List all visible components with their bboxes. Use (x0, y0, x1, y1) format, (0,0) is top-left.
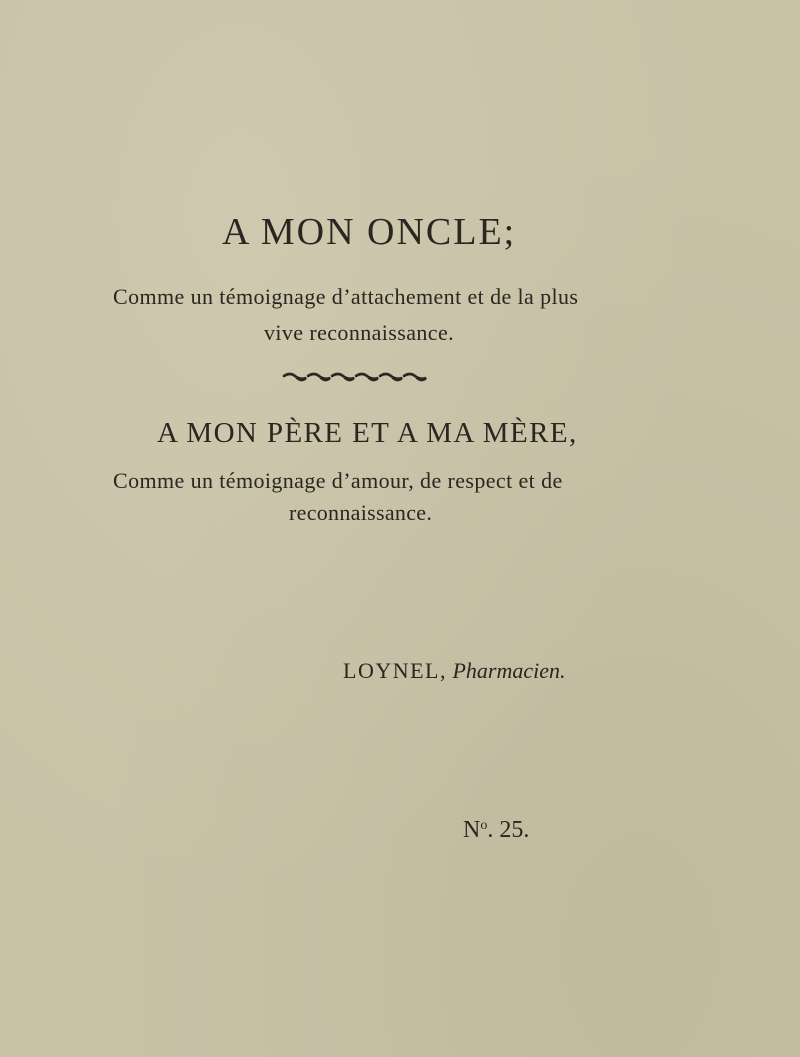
page-number-value: . 25. (487, 817, 530, 843)
dedication-text-parents-line-2: reconnaissance. (289, 500, 433, 525)
page-number (463, 817, 529, 844)
dedication-heading-uncle: A MON ONCLE; (222, 211, 517, 253)
dedication-text-parents-line-1: Comme un témoignage d’amour, de respect et de (113, 468, 563, 493)
wavy-rule-ornament-icon (282, 370, 430, 386)
page-number-superscript: o (480, 818, 488, 833)
dedication-text-uncle-line-2: vive reconnaissance. (264, 320, 455, 345)
page-number-prefix: N (463, 817, 481, 843)
author-name: LOYNEL, (343, 658, 447, 683)
dedication-text-uncle-line-1: Comme un témoignage d’attachement et de la plus (113, 284, 579, 309)
author-signature (343, 658, 566, 684)
dedication-heading-parents: A MON PÈRE ET A MA MÈRE, (157, 417, 578, 449)
author-profession: Pharmacien. (452, 658, 566, 683)
